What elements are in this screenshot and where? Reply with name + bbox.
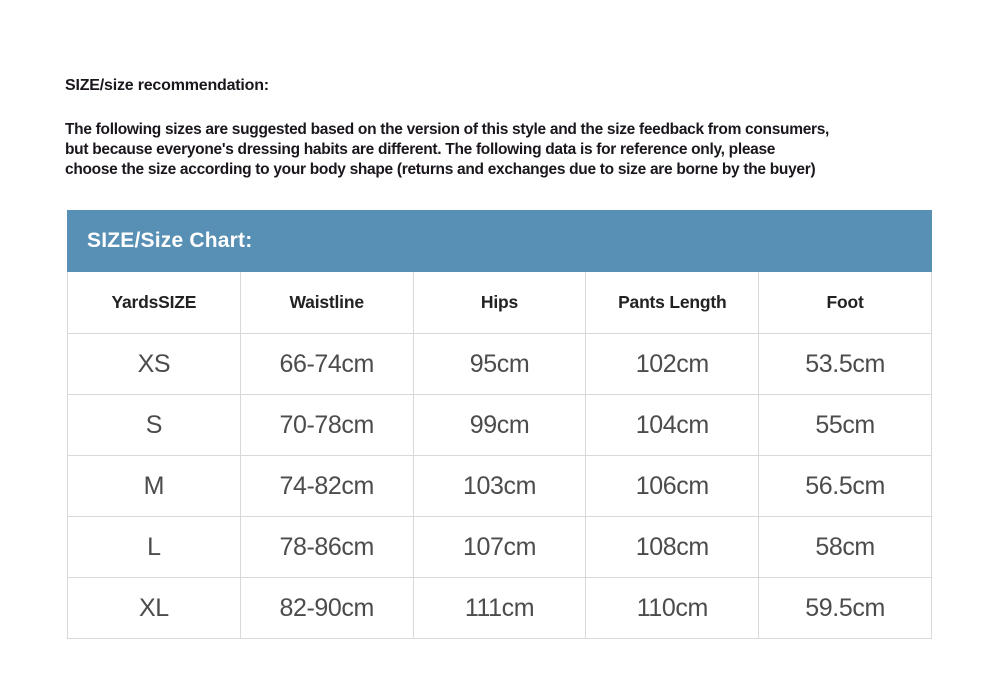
table-row [68,456,932,517]
measurement-cell: 53.5cm [759,334,932,395]
measurement-cell: 95cm [413,334,586,395]
column-header: Pants Length [586,272,759,334]
column-header: Hips [413,272,586,334]
table-row [68,395,932,456]
measurement-cell: 106cm [586,456,759,517]
size-label-cell: L [68,517,241,578]
paragraph-line-1: The following sizes are suggested based on the version of this style and the size feedback from consumers, [65,121,830,138]
measurement-cell: 78-86cm [240,517,413,578]
measurement-cell: 111cm [413,578,586,639]
measurement-cell: 108cm [586,517,759,578]
measurement-cell: 102cm [586,334,759,395]
size-table-head [68,272,932,334]
size-chart-banner [67,210,932,272]
table-row [68,578,932,639]
measurement-cell: 58cm [759,517,932,578]
header-row [68,272,932,334]
size-label-cell: M [68,456,241,517]
measurement-cell: 110cm [586,578,759,639]
size-chart-title: SIZE/Size Chart: [87,229,253,252]
size-label-cell: XS [68,334,241,395]
measurement-cell: 104cm [586,395,759,456]
measurement-cell: 55cm [759,395,932,456]
recommendation-paragraph [65,120,829,180]
table-row [68,334,932,395]
size-label-cell: S [68,395,241,456]
column-header: Waistline [240,272,413,334]
measurement-cell: 70-78cm [240,395,413,456]
measurement-cell: 107cm [413,517,586,578]
column-header: YardsSIZE [68,272,241,334]
table-row [68,517,932,578]
size-table [67,272,932,639]
recommendation-heading: SIZE/size recommendation: [65,77,269,94]
paragraph-line-3: choose the size according to your body shape (returns and exchanges due to size are borne by the buyer) [65,161,816,178]
measurement-cell: 82-90cm [240,578,413,639]
measurement-cell: 66-74cm [240,334,413,395]
size-table-body [68,334,932,639]
size-label-cell: XL [68,578,241,639]
measurement-cell: 59.5cm [759,578,932,639]
measurement-cell: 56.5cm [759,456,932,517]
measurement-cell: 74-82cm [240,456,413,517]
paragraph-line-2: but because everyone's dressing habits are different. The following data is for reference only, please [65,141,776,158]
column-header: Foot [759,272,932,334]
measurement-cell: 99cm [413,395,586,456]
measurement-cell: 103cm [413,456,586,517]
